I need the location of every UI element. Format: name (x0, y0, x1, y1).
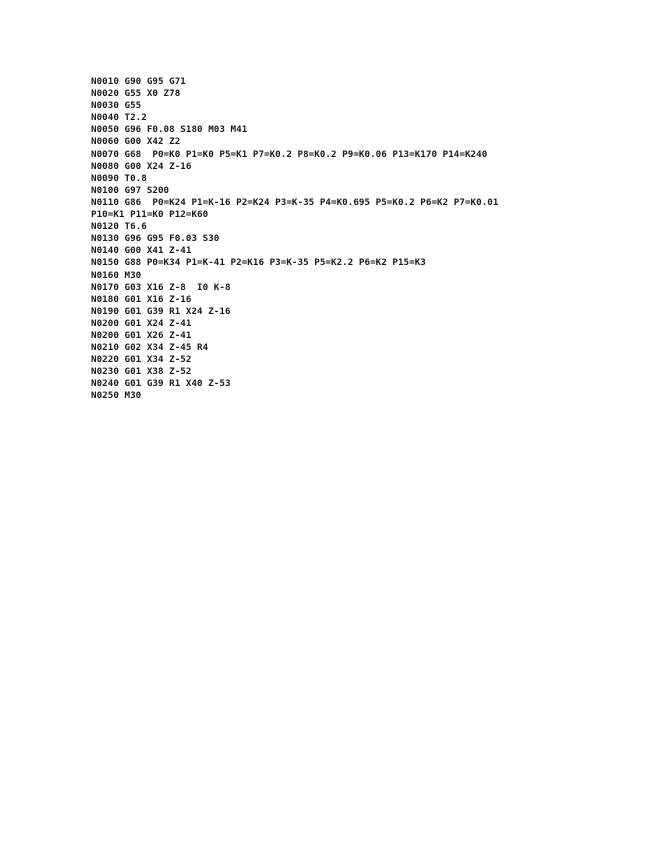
program-line: N0190 G01 G39 R1 X24 Z-16 (91, 305, 231, 317)
program-line: N0120 T6.6 (91, 221, 147, 233)
program-line-continuation: P10=K1 P11=K0 P12=K60 (91, 209, 209, 221)
program-line: N0210 G02 X34 Z-45 R4 (91, 342, 209, 354)
program-line: N0010 G90 G95 G71 (91, 76, 186, 87)
program-line: N0250 M30 (91, 390, 142, 402)
program-line: N0090 T0.8 (91, 172, 147, 184)
program-line: N0200 G01 X26 Z-41 (91, 329, 192, 341)
program-line: N0150 G88 P0=K34 P1=K-41 P2=K16 P3=K-35 P5=K2.2 P6=K2 P15=K3 (91, 257, 426, 269)
program-line: N0080 G00 X24 Z-16 (91, 160, 192, 172)
program-line: N0100 G97 S200 (91, 184, 170, 196)
program-line: N0230 G01 X38 Z-52 (91, 366, 192, 378)
program-line: N0020 G55 X0 Z78 (91, 88, 181, 100)
cnc-program-listing (91, 76, 631, 403)
program-line: N0030 G55 (91, 100, 142, 112)
program-line: N0170 G03 X16 Z-8 I0 K-8 (91, 281, 231, 293)
program-line: N0160 M30 (91, 269, 142, 281)
program-line: N0130 G96 G95 F0.03 S30 (91, 233, 220, 245)
program-line: N0240 G01 G39 R1 X40 Z-53 (91, 378, 231, 390)
program-line: N0040 T2.2 (91, 112, 147, 124)
program-line: N0180 G01 X16 Z-16 (91, 293, 192, 305)
program-line: N0060 G00 X42 Z2 (91, 136, 181, 148)
program-line: N0220 G01 X34 Z-52 (91, 354, 192, 366)
program-line: N0140 G00 X41 Z-41 (91, 245, 192, 257)
program-line: N0110 G86 P0=K24 P1=K-16 P2=K24 P3=K-35 P4=K0.695 P5=K0.2 P6=K2 P7=K0.01 (91, 196, 499, 208)
program-line: N0070 G68 P0=K0 P1=K0 P5=K1 P7=K0.2 P8=K0.2 P9=K0.06 P13=K170 P14=K240 (91, 148, 488, 160)
program-line: N0200 G01 X24 Z-41 (91, 317, 192, 329)
program-line: N0050 G96 F0.08 S180 M03 M41 (91, 124, 248, 136)
